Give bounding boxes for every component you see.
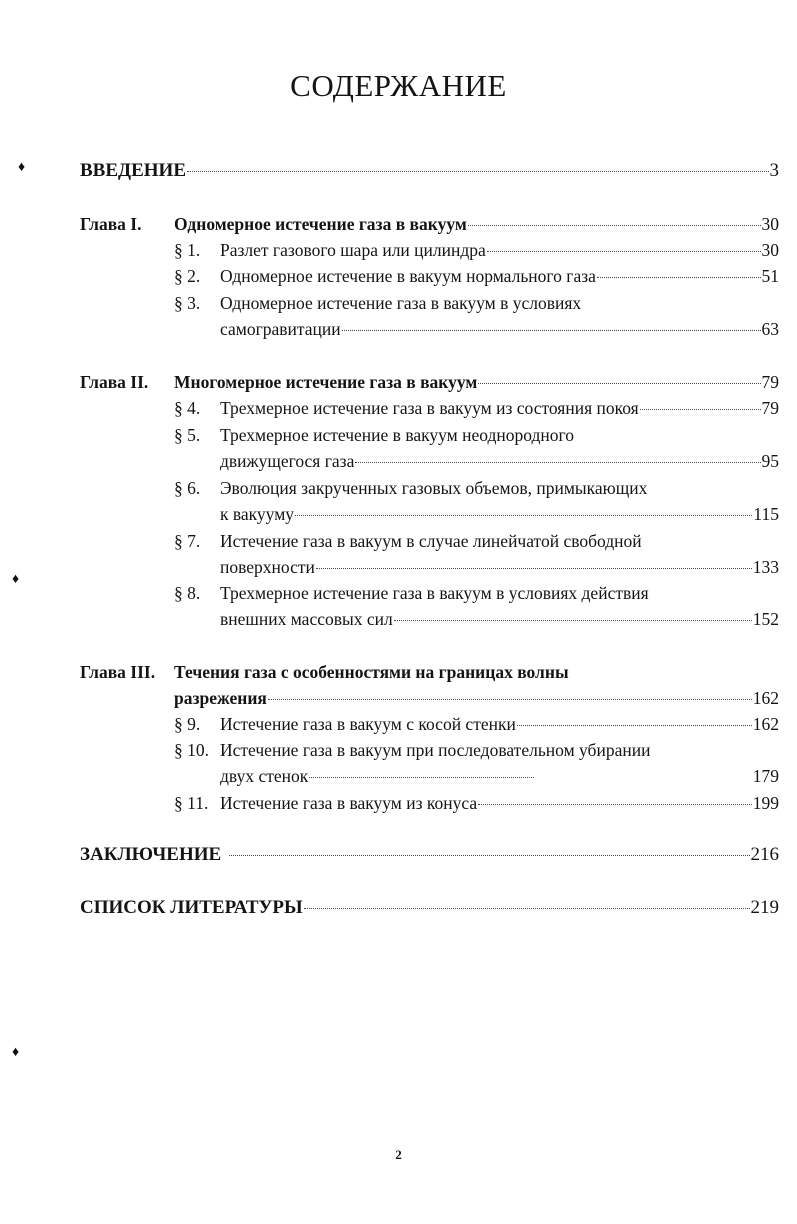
toc-section-5-cont[interactable] [0,448,797,474]
toc-page-number: 79 [761,372,779,392]
section-title: Разлет газового шара или цилиндра [220,240,486,260]
dot-leader [304,908,750,909]
toc-section-3-cont[interactable] [0,316,797,342]
chapter-title: Течения газа с особенностями на границах волны [174,662,569,682]
dot-leader [355,462,760,463]
toc-section-6-cont[interactable] [0,501,797,527]
toc-section-10[interactable] [0,737,797,763]
section-title: Истечение газа в вакуум в случае линейчатой свободной [220,531,642,551]
section-title-continued: движущегося газа [220,451,355,471]
section-title: Трехмерное истечение в вакуум неоднородного [220,425,574,445]
toc-page-number: 162 [752,714,779,734]
dot-leader [187,171,769,172]
toc-section-8-cont[interactable] [0,606,797,632]
section-title: Эволюция закрученных газовых объемов, примыкающих [220,478,648,498]
toc-section-3[interactable] [0,290,797,316]
section-title: Истечение газа в вакуум из конуса [220,793,478,813]
section-title: Истечение газа в вакуум при последовательном убирании [220,740,651,760]
toc-page-number: 219 [750,897,779,918]
chapter-label: Глава III. [80,662,156,682]
dot-leader [478,804,752,805]
dot-leader [478,383,760,384]
toc-section-4[interactable] [0,395,797,421]
section-number: § 6. [174,478,201,498]
toc-page-number: 199 [752,793,779,813]
section-title: Одномерное истечение в вакуум нормального газа [220,266,596,286]
toc-page-number: 115 [753,504,779,524]
toc-section-2[interactable] [0,263,797,289]
dot-leader [342,330,761,331]
section-title: Истечение газа в вакуум с косой стенки [220,714,516,734]
toc-entry-references[interactable] [0,895,797,921]
section-number: § 8. [174,583,201,603]
dot-leader [268,699,752,700]
toc-page-number: 51 [761,266,779,286]
section-number: § 4. [174,398,201,418]
toc-entry-conclusion[interactable] [0,842,797,868]
chapter-label: Глава I. [80,214,142,234]
dot-leader [517,725,752,726]
dot-leader [487,251,761,252]
toc-page-number: 30 [761,214,779,234]
toc-section-11[interactable] [0,790,797,816]
section-title-continued: внешних массовых сил [220,609,393,629]
section-title: Одномерное истечение газа в вакуум в условиях [220,293,582,313]
dot-leader [640,409,761,410]
toc-section-7[interactable] [0,528,797,554]
scan-mark: ♦ [12,572,20,587]
scan-mark: ♦ [18,160,26,175]
toc-chapter-1[interactable] [0,211,797,237]
toc-section-1[interactable] [0,237,797,263]
section-number: § 11. [174,793,209,813]
page-number: 2 [395,1147,402,1162]
toc-section-8[interactable] [0,580,797,606]
toc-section-9[interactable] [0,711,797,737]
toc-page-number: 152 [752,609,779,629]
toc-section-7-cont[interactable] [0,554,797,580]
section-title: Трехмерное истечение газа в вакуум в условиях действия [220,583,649,603]
toc-section-5[interactable] [0,422,797,448]
section-number: § 10. [174,740,209,760]
toc-page-number: 95 [761,451,779,471]
toc-entry-label: ЗАКЛЮЧЕНИЕ [80,844,222,865]
section-title-continued: двух стенок [220,766,309,786]
toc-entry-label: СПИСОК ЛИТЕРАТУРЫ [80,897,303,918]
section-number: § 2. [174,266,201,286]
chapter-title-continued: разрежения [174,688,267,708]
scan-mark: ♦ [12,1045,20,1060]
toc-chapter-3[interactable] [0,659,797,685]
section-title-continued: поверхности [220,557,315,577]
toc-entry-label: ВВЕДЕНИЕ [80,160,186,181]
toc-page-number: 30 [761,240,779,260]
toc-chapter-2[interactable] [0,369,797,395]
dot-leader [597,277,761,278]
dot-leader [394,620,752,621]
section-number: § 3. [174,293,201,313]
section-number: § 5. [174,425,201,445]
toc-page-number: 133 [752,557,779,577]
toc-page-number: 63 [761,319,779,339]
dot-leader [316,568,752,569]
section-title-continued: к вакууму [220,504,295,524]
section-title: Трехмерное истечение газа в вакуум из состояния покоя [220,398,639,418]
chapter-label: Глава II. [80,372,149,392]
dot-leader [468,225,761,226]
chapter-title: Многомерное истечение газа в вакуум [174,372,478,392]
toc-page-number: 162 [752,688,779,708]
toc-page-number: 216 [750,844,779,865]
dot-leader [309,777,534,778]
toc-page-number: 79 [761,398,779,418]
section-number: § 7. [174,531,201,551]
page-title: СОДЕРЖАНИЕ [290,68,507,103]
toc-chapter-3-cont[interactable] [0,685,797,711]
section-number: § 1. [174,240,201,260]
chapter-title: Одномерное истечение газа в вакуум [174,214,467,234]
toc-section-10-cont[interactable] [0,763,797,789]
dot-leader [295,515,752,516]
toc-page-number: 179 [752,766,779,786]
toc-page-number: 3 [769,160,779,181]
toc-entry-intro[interactable] [0,158,797,184]
dot-leader [229,855,749,856]
toc-section-6[interactable] [0,475,797,501]
section-number: § 9. [174,714,201,734]
section-title-continued: самогравитации [220,319,341,339]
